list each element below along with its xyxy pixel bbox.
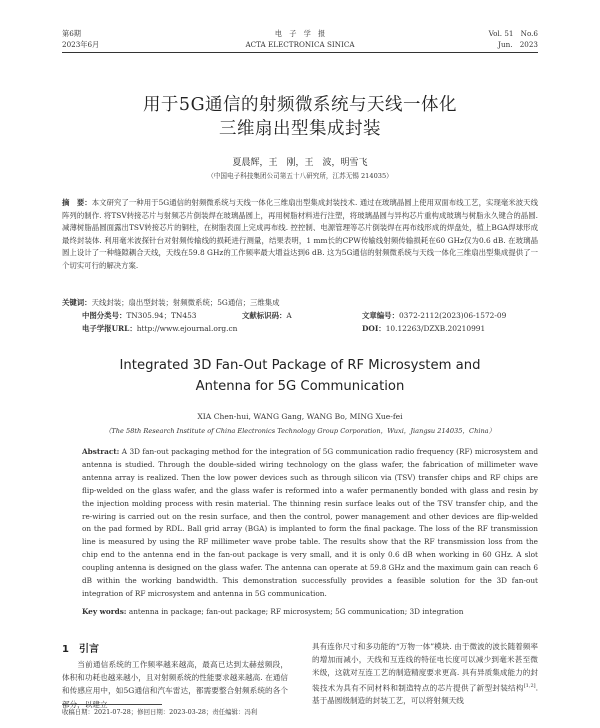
authors-en: XIA Chen-hui, WANG Gang, WANG Bo, MING Xue-fei — [197, 412, 403, 421]
title-en-line2: Antenna for 5G Communication — [195, 379, 405, 394]
body-column-left: 当前通信系统的工作频率越来越高，最高已达到太赫兹频段，体积和功耗也越来越小，且对射频系统的性能要求越来越高. 在通信和传感应用中，如5G通信和汽车雷达，都需要整合射频系统的各个部分，以建立 — [62, 660, 288, 709]
citation: [1,2] — [523, 682, 536, 689]
title-en — [0, 355, 600, 397]
keywords-cn-label: 关键词： — [62, 298, 92, 307]
footnote-received: 收稿日期：2021-07-28；修回日期：2023-03-28；责任编辑：冯利 — [62, 708, 258, 716]
keywords-cn — [62, 297, 538, 309]
abstract-en — [82, 446, 538, 601]
title-cn-line1: 用于5G通信的射频微系统与天线一体化 — [142, 95, 458, 115]
keywords-en-text: antenna in package; fan-out package; RF microsystem; 5G communication; 3D integration — [128, 607, 464, 616]
journal-en: ACTA ELECTRONICA SINICA — [245, 40, 355, 49]
body-right-text-b: . 基于晶圆级制造的封装工艺，可以将射频天线 — [312, 683, 538, 706]
affiliation-en: （The 58th Research Institute of China Electronics Technology Group Corporation，Wuxi，Jiangsu 214035，China） — [104, 427, 496, 435]
keywords-en-label: Key words: — [82, 607, 127, 616]
abstract-en-label: Abstract: — [82, 447, 120, 456]
title-cn-line2: 三维扇出型集成封装 — [219, 119, 381, 139]
footnote-rule — [62, 704, 162, 705]
article-no: 文章编号：0372-2112(2023)06-1572-09 — [362, 311, 507, 320]
section-1-title: 1 引言 — [62, 644, 99, 655]
issue-cn: 第6期 — [62, 29, 81, 38]
body-right-text-a: 具有连你尺寸和多功能的“万物一体”模块. 由于微波的波长随着频率的增加而减小，天线和互连线的特征电长度可以减少到毫米甚至微米级，这就对互连工艺的制造精度要求更高. 具有异质集成能力的封装技术为具有不同材料和制造特点的芯片提供了新型封装结构 — [312, 642, 538, 693]
keywords-en — [82, 606, 538, 618]
authors-cn: 夏晨辉，王 刚，王 波，明雪飞 — [232, 158, 368, 168]
abstract-cn-text: 本文研究了一种用于5G通信的射频微系统与天线一体化三维扇出型集成封装技术. 通过在玻璃晶圆上使用双面布线工艺，实现毫米波天线阵列的制作. 将TSV转接芯片与射频芯片倒装焊在玻璃晶圆上，再用树脂材料进行注塑，将玻璃晶圆与异构芯片重构成玻璃与树脂永久键合的晶圆. 减薄树脂晶圆面露出TSV转接芯片的铜柱，在树脂表面上完成再布线. 控控制、电源管理等芯片倒装焊在再布线形成的焊盘处，植上BGA焊球形成最终封装体. 利用毫米波探针台对射频传输线的损耗进行测量，结果表明，1 mm长的CPW传输线射频传输损耗在60 GHz仅为0.6 dB. 在玻璃晶圆上设计了一种缝隙耦合天线，天线在59.8 GHz的工作频率最大增益达到6 dB. 这为5G通信的射频微系统与天线一体化三维扇出型集成提供了一个切实可行的解决方案. — [62, 198, 538, 270]
volume: Vol. 51 No.6 — [488, 29, 538, 38]
date-cn: 2023年6月 — [62, 40, 100, 49]
header-rule — [62, 52, 538, 53]
abstract-cn — [62, 197, 538, 273]
body-column-right — [312, 640, 538, 708]
keywords-cn-text: 天线封装；扇出型封装；射频微系统；5G通信；三维集成 — [91, 298, 280, 307]
title-en-line1: Integrated 3D Fan-Out Package of RF Microsystem and — [119, 358, 481, 373]
journal-cn: 电 子 学 报 — [274, 29, 326, 38]
meta-row-2 — [82, 323, 538, 335]
journal-url: 电子学报URL：http://www.ejournal.org.cn — [82, 324, 238, 333]
doc-code: 文献标识码：A — [242, 311, 292, 320]
clc: 中图分类号：TN305.94；TN453 — [82, 311, 197, 320]
affiliation-cn: （中国电子科技集团公司第五十八研究所，江苏无锡 214035） — [207, 172, 393, 180]
doi: DOI：10.12263/DZXB.20210991 — [362, 324, 486, 333]
header-right — [489, 28, 538, 50]
abstract-cn-label: 摘 要： — [62, 198, 92, 207]
abstract-en-text: A 3D fan-out packaging method for the integration of 5G communication radio frequency (RF) microsystem and antenna is studied. Through the double-sided wiring technology on the glass wafer, the fabrication of millimeter wave antenna array is realized. Then the low power devices such as through silicon via (TSV) transfer chips and RF chips are flip-welded on the glass wafer, and the glass wafer is reformed into a wafer permanently bonded with glass and resin by the injection molding process with resin material. The thinning resin surface leaks out of the TSV transfer chip, and the re-wiring is carried out on the resin surface, and then the control, power management and other devices are flip-welded on the pad formed by RDL. Ball grid array (BGA) is implanted to form the final package. The loss of the RF transmission line is measured by using the RF millimeter wave probe table. The results show that the RF transmission loss from the chip end to the antenna end in the fan-out package is very small, and it is only 0.6 dB when working in 60 GHz. A slot coupling antenna is designed on the glass wafer. The antenna can operate at 59.8 GHz and the maximum gain can reach 6 dB within the working bandwidth. This demonstration successfully provides a feasible solution for the 3D fan-out integration of RF microsystem and antenna in 5G communication. — [82, 447, 538, 598]
date-en: Jun. 2023 — [498, 40, 538, 49]
meta-row-1 — [82, 310, 538, 322]
title-cn — [0, 93, 600, 141]
